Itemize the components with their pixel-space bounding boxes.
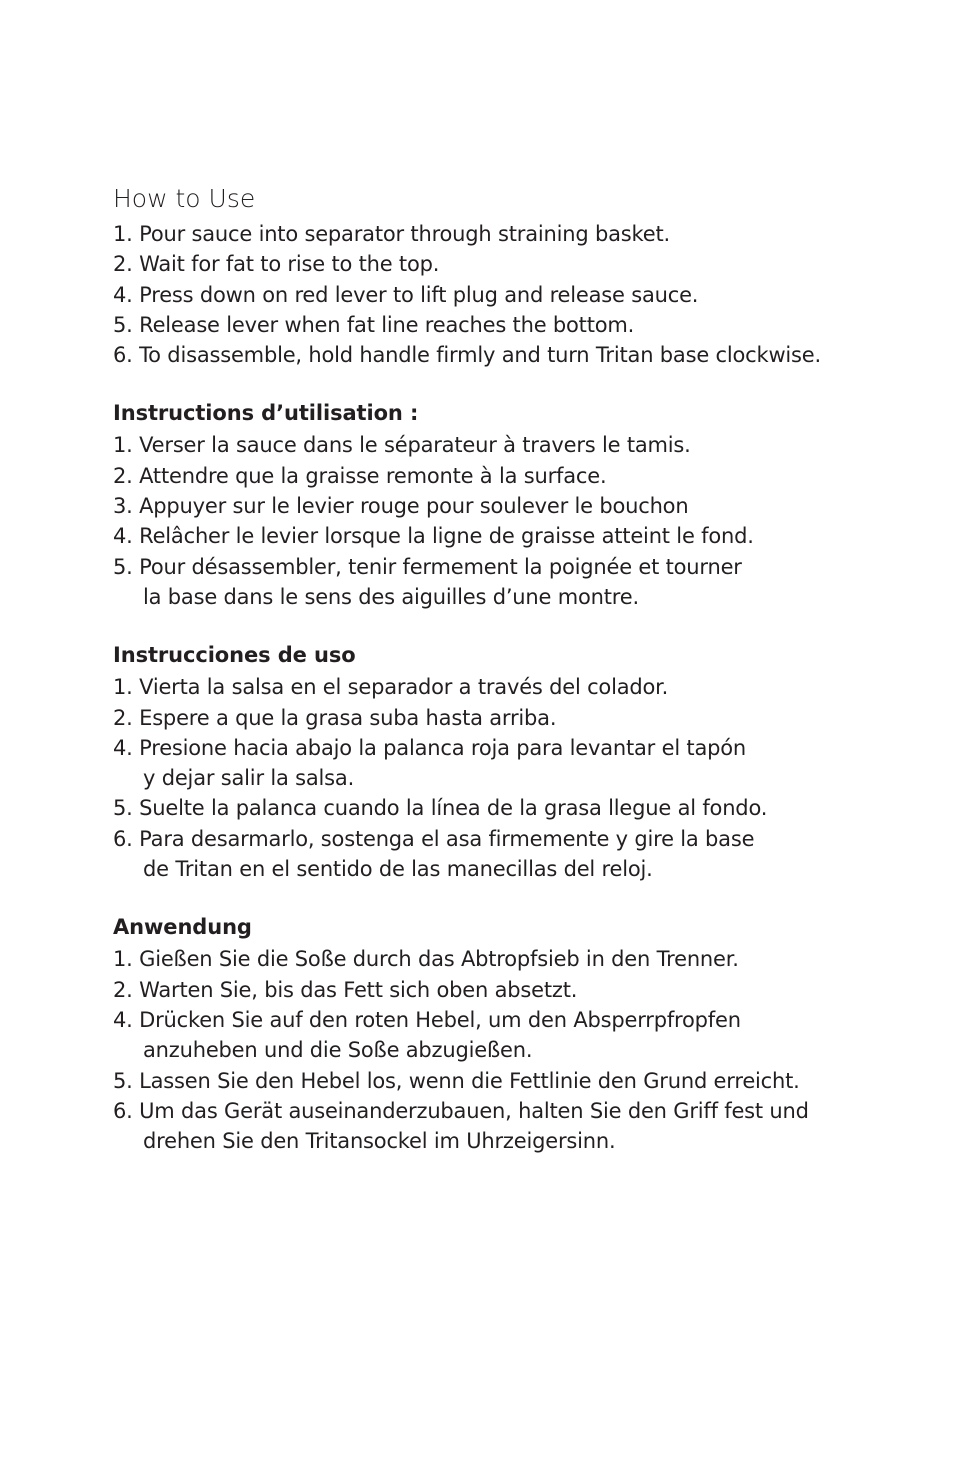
- step-number: 1.: [113, 433, 133, 458]
- section-english: [113, 181, 913, 370]
- step-item: [113, 310, 913, 340]
- step-number: 4.: [113, 735, 133, 760]
- step-text-continuation: de Tritan en el sentido de las manecillas del reloj.: [143, 857, 653, 882]
- step-text-continuation: anzuheben und die Soße abzugießen.: [143, 1038, 533, 1063]
- section-title-english: How to Use: [113, 184, 256, 213]
- step-text: Pour désassembler, tenir fermement la poignée et tourner: [139, 554, 742, 579]
- step-text-continuation: y dejar salir la salsa.: [143, 766, 355, 791]
- step-item: [113, 219, 913, 249]
- step-text: Pour sauce into separator through straining basket.: [139, 222, 670, 246]
- step-item: [113, 733, 913, 794]
- step-text: To disassemble, hold handle firmly and turn Tritan base clockwise.: [139, 343, 821, 368]
- steps-list-french: [113, 430, 913, 612]
- step-text: Press down on red lever to lift plug and release sauce.: [139, 282, 699, 307]
- section-title-french: Instructions d’utilisation :: [113, 401, 419, 426]
- section-french: [113, 398, 913, 612]
- section-spanish: [113, 640, 913, 884]
- step-number: 5.: [113, 1068, 133, 1093]
- step-text: Gießen Sie die Soße durch das Abtropfsieb in den Trenner.: [139, 947, 739, 972]
- step-text: Appuyer sur le levier rouge pour soulever le bouchon: [139, 494, 689, 519]
- step-item: [113, 430, 913, 460]
- step-number: 2.: [113, 252, 133, 277]
- step-text: Para desarmarlo, sostenga el asa firmemente y gire la base: [139, 826, 755, 851]
- step-text: Wait for fat to rise to the top.: [139, 252, 440, 277]
- step-number: 1.: [113, 222, 133, 246]
- step-item: [113, 944, 913, 974]
- step-item: [113, 1066, 913, 1096]
- step-item: [113, 340, 913, 370]
- section-title-german: Anwendung: [113, 915, 252, 940]
- step-number: 2.: [113, 463, 133, 488]
- step-text: Um das Gerät auseinanderzubauen, halten Sie den Griff fest und: [139, 1098, 809, 1123]
- step-item: [113, 249, 913, 279]
- steps-list-german: [113, 944, 913, 1156]
- step-number: 6.: [113, 1098, 133, 1123]
- step-number: 4.: [113, 524, 133, 549]
- steps-list-english: [113, 219, 913, 370]
- step-number: 1.: [113, 675, 133, 700]
- step-text: Warten Sie, bis das Fett sich oben absetzt.: [139, 977, 578, 1002]
- step-number: 6.: [113, 343, 133, 368]
- step-text: Verser la sauce dans le séparateur à travers le tamis.: [139, 433, 691, 458]
- step-text: Attendre que la graisse remonte à la surface.: [139, 463, 607, 488]
- step-item: [113, 672, 913, 702]
- step-text: Release lever when fat line reaches the bottom.: [139, 312, 635, 337]
- step-number: 5.: [113, 554, 133, 579]
- step-item: [113, 793, 913, 823]
- step-number: 5.: [113, 796, 133, 821]
- step-item: [113, 703, 913, 733]
- step-text: Drücken Sie auf den roten Hebel, um den Absperrpfropfen: [139, 1007, 741, 1032]
- step-text: Espere a que la grasa suba hasta arriba.: [139, 705, 557, 730]
- step-item: [113, 552, 913, 613]
- step-item: [113, 1005, 913, 1066]
- step-number: 4.: [113, 282, 133, 307]
- step-number: 2.: [113, 977, 133, 1002]
- step-item: [113, 1096, 913, 1157]
- step-text-continuation: la base dans le sens des aiguilles d’une montre.: [143, 584, 639, 609]
- step-text: Vierta la salsa en el separador a través del colador.: [139, 675, 669, 700]
- step-number: 6.: [113, 826, 133, 851]
- step-text: Presione hacia abajo la palanca roja para levantar el tapón: [139, 735, 747, 760]
- section-german: [113, 912, 913, 1156]
- step-item: [113, 491, 913, 521]
- step-text: Suelte la palanca cuando la línea de la grasa llegue al fondo.: [139, 796, 768, 821]
- step-text: Relâcher le levier lorsque la ligne de graisse atteint le fond.: [139, 524, 754, 549]
- step-item: [113, 975, 913, 1005]
- step-number: 3.: [113, 494, 133, 519]
- step-number: 2.: [113, 705, 133, 730]
- step-number: 5.: [113, 312, 133, 337]
- step-number: 4.: [113, 1007, 133, 1032]
- step-number: 1.: [113, 947, 133, 972]
- steps-list-spanish: [113, 672, 913, 884]
- step-text-continuation: drehen Sie den Tritansockel im Uhrzeigersinn.: [143, 1129, 616, 1154]
- step-item: [113, 280, 913, 310]
- instruction-page: [113, 181, 913, 1156]
- section-title-spanish: Instrucciones de uso: [113, 643, 356, 668]
- step-item: [113, 461, 913, 491]
- step-text: Lassen Sie den Hebel los, wenn die Fettlinie den Grund erreicht.: [139, 1068, 800, 1093]
- step-item: [113, 824, 913, 885]
- step-item: [113, 521, 913, 551]
